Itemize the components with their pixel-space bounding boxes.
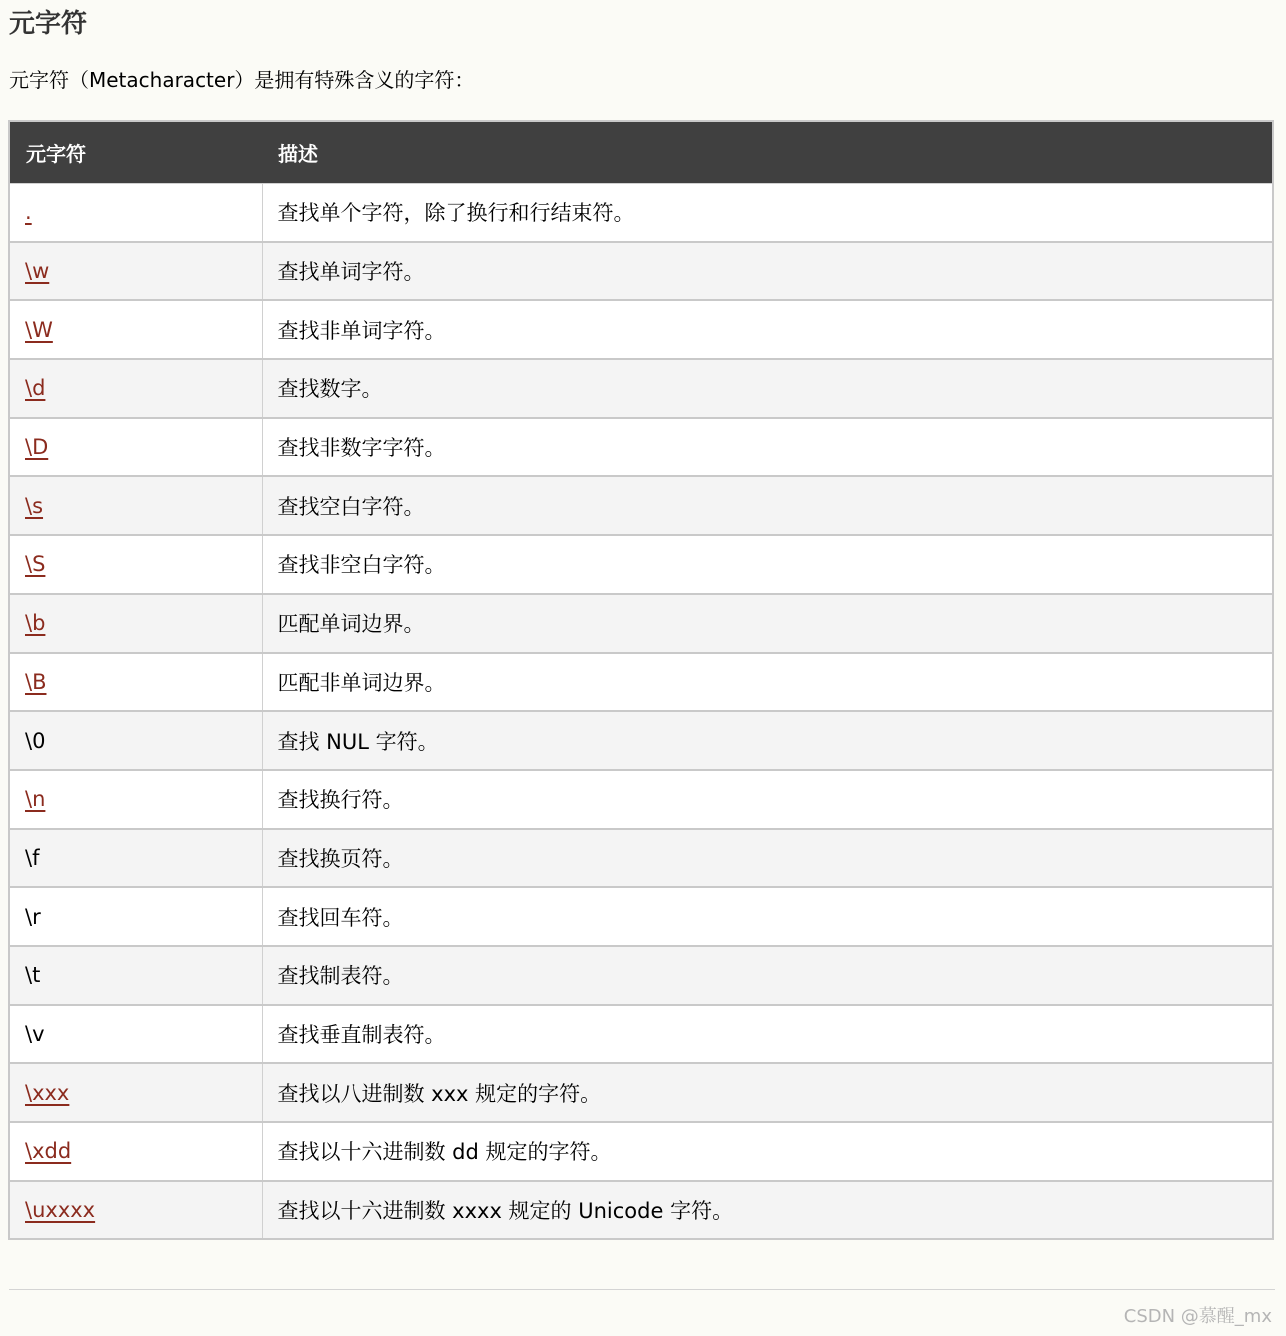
table-row [9,711,1273,770]
table-row [9,1122,1273,1181]
description-cell: 查找换行符。 [262,770,1273,829]
metachar-text: \r [25,904,41,929]
table-row [9,1181,1273,1240]
metachar-link[interactable]: \D [25,435,49,460]
metachar-cell [9,535,262,594]
description-cell: 匹配单词边界。 [262,594,1273,653]
description-cell: 查找数字。 [262,359,1273,418]
description-cell: 查找以十六进制数 dd 规定的字符。 [262,1122,1273,1181]
description-cell: 查找非单词字符。 [262,300,1273,359]
description-cell: 查找 NUL 字符。 [262,711,1273,770]
metachar-cell [9,653,262,712]
metachar-cell [9,594,262,653]
column-header-description: 描述 [278,141,318,166]
table-row [9,653,1273,712]
metachar-text: \0 [25,728,46,753]
metachar-cell [9,359,262,418]
metachar-cell [9,711,262,770]
description-cell: 查找空白字符。 [262,476,1273,535]
metachar-link[interactable]: \w [25,259,50,284]
table-row [9,1005,1273,1064]
description-cell: 查找单个字符，除了换行和行结束符。 [262,183,1273,242]
page-heading: 元字符 [9,9,88,39]
description-cell: 查找制表符。 [262,946,1273,1005]
table-row [9,1063,1273,1122]
metachar-cell [9,418,262,477]
table-row [9,946,1273,1005]
table-row [9,887,1273,946]
table-row [9,300,1273,359]
table-row [9,418,1273,477]
description-cell: 查找非数字字符。 [262,418,1273,477]
table-row [9,359,1273,418]
metachar-cell [9,476,262,535]
metachar-cell [9,887,262,946]
description-cell: 查找单词字符。 [262,242,1273,301]
metachar-text: \t [25,963,41,988]
table-header-row [9,121,1273,183]
metachar-text: \v [25,1021,45,1046]
metachar-link[interactable]: \s [25,493,44,518]
table-row [9,770,1273,829]
metachar-text: \f [25,845,40,870]
metachar-link[interactable]: \xdd [25,1139,72,1164]
metachar-cell [9,183,262,242]
csdn-watermark: CSDN @慕醒_mx [1123,1306,1272,1327]
description-cell: 查找换页符。 [262,829,1273,888]
metachar-cell [9,1181,262,1240]
metachar-link[interactable]: \B [25,669,47,694]
metachar-cell [9,946,262,1005]
metachar-link[interactable]: \xxx [25,1080,70,1105]
table-row [9,242,1273,301]
metachar-link[interactable]: \W [25,317,53,342]
table-row [9,476,1273,535]
metachar-link[interactable]: \S [25,552,46,577]
description-cell: 查找以十六进制数 xxxx 规定的 Unicode 字符。 [262,1181,1273,1240]
metachar-link[interactable]: \d [25,376,46,401]
divider [9,1289,1275,1290]
metachar-cell [9,770,262,829]
table-row [9,594,1273,653]
metachar-cell [9,1063,262,1122]
metachar-link[interactable]: \b [25,611,46,636]
metachar-cell [9,1005,262,1064]
description-cell: 查找回车符。 [262,887,1273,946]
metachar-cell [9,300,262,359]
table-row [9,535,1273,594]
metachar-cell [9,242,262,301]
metachar-link[interactable]: . [25,200,32,225]
metachar-cell [9,829,262,888]
intro-text: 元字符（Metacharacter）是拥有特殊含义的字符： [9,68,475,92]
metacharacter-table [8,120,1274,1240]
table-row [9,829,1273,888]
table-row [9,183,1273,242]
description-cell: 匹配非单词边界。 [262,653,1273,712]
metachar-link[interactable]: \uxxxx [25,1198,96,1223]
metachar-cell [9,1122,262,1181]
column-header-metachar: 元字符 [26,141,86,166]
metachar-link[interactable]: \n [25,787,46,812]
description-cell: 查找垂直制表符。 [262,1005,1273,1064]
description-cell: 查找非空白字符。 [262,535,1273,594]
description-cell: 查找以八进制数 xxx 规定的字符。 [262,1063,1273,1122]
